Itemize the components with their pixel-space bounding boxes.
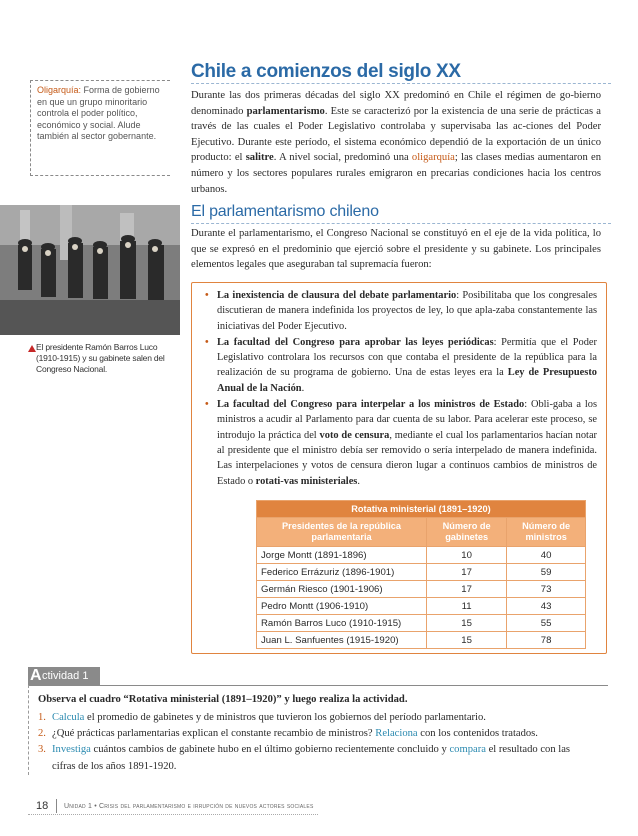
activity-verb: compara (449, 744, 486, 756)
footer-separator (56, 799, 57, 813)
table-caption: Rotativa ministerial (1891–1920) (257, 501, 586, 518)
caption-marker-icon (28, 345, 36, 352)
table-row (257, 581, 586, 598)
activity-item-text: el resultado con las (485, 744, 571, 756)
historical-photo (0, 205, 180, 335)
intro-term-oligarquia: oligarquía (411, 152, 455, 164)
rotativa-table (256, 500, 586, 649)
activity-item-number: 1. (38, 712, 46, 723)
footer-rule (28, 814, 318, 815)
table-row (257, 598, 586, 615)
bullet-bold-term: Ley de Presupuesto Anual de la Nación (217, 367, 597, 394)
table-header-cell: Número de ministros (507, 518, 586, 547)
intro-text-4: ; las clases medias aumentaron en número y los sectores populares rurales emigraron en precarias condiciones hacia los centros urbanos. (191, 152, 601, 195)
activity-item-continuation: cifras de los años 1891-1920. (52, 760, 177, 772)
activity-list (38, 710, 598, 775)
table-row (257, 615, 586, 632)
table-header-cell: Presidentes de la república parlamentaria (257, 518, 427, 547)
table-cell: Germán Riesco (1901-1906) (257, 581, 427, 598)
table-cell: 73 (507, 581, 586, 598)
bullet-text: : Posibilitaba que los congresales discutieran de manera indefinida los proyectos de ley, lo que apla-zaba constantemente las iniciativas del Poder Ejecutivo. (217, 290, 597, 332)
table-cell: 15 (427, 615, 507, 632)
table-cell: Pedro Montt (1906-1910) (257, 598, 427, 615)
table-cell: Federico Errázuriz (1896-1901) (257, 564, 427, 581)
table-cell: 11 (427, 598, 507, 615)
table-cell: 43 (507, 598, 586, 615)
legal-elements-list (205, 288, 597, 490)
intro-bold-salitre: salitre (245, 152, 274, 164)
page-number: 18 (36, 800, 49, 812)
activity-item-text: cuántos cambios de gabinete hubo en el último gobierno recientemente concluido y (90, 744, 450, 756)
definition-term: Oligarquía: (37, 85, 82, 95)
photo-illustration (0, 205, 180, 335)
intro-paragraph (191, 88, 601, 197)
activity-divider (28, 685, 608, 686)
list-item (205, 288, 597, 334)
table-cell: 55 (507, 615, 586, 632)
intro-text-3: . A nivel social, predominó una (273, 152, 412, 164)
subtitle-divider (191, 223, 611, 224)
activity-item-text: con los contenidos tratados. (417, 728, 538, 740)
table-cell: 40 (507, 547, 586, 564)
table-cell: 17 (427, 581, 507, 598)
table-row (257, 547, 586, 564)
table-cell: 59 (507, 564, 586, 581)
activity-verb: Calcula (52, 712, 85, 723)
activity-instructions: Observa el cuadro “Rotativa ministerial (1891–1920)” y luego realiza la actividad. (38, 694, 408, 705)
activity-item-text: el promedio de gabinetes y de ministros que tuvieron los gobiernos del período parlamentario. (84, 712, 486, 723)
table-cell: Jorge Montt (1891-1896) (257, 547, 427, 564)
activity-item (38, 742, 598, 774)
bullet-text: . (357, 475, 360, 487)
bullet-heading: La inexistencia de clausura del debate parlamentario (217, 290, 457, 301)
table-cell: 10 (427, 547, 507, 564)
activity-letter: A (30, 667, 42, 684)
bullet-heading: La facultad del Congreso para interpelar a los ministros de Estado (217, 399, 525, 411)
activity-verb: Investiga (52, 744, 91, 756)
intro-text-2: . Este se caracterizó por la existencia de una serie de prácticas a través de las cuales el Poder Legislativo controlaba y supervisaba las ac-ciones del Poder Ejecutivo. Durante este período, el sistema económico dependió de la exportación de un único producto: el (191, 105, 601, 164)
activity-item-number: 3. (38, 744, 46, 756)
page-title: Chile a comienzos del siglo XX (191, 61, 461, 82)
bullet-heading: La facultad del Congreso para aprobar las leyes periódicas (217, 336, 494, 348)
activity-item-text: ¿Qué prácticas parlamentarias explican el constante recambio de ministros? (52, 728, 376, 740)
activity-verb: Relaciona (375, 728, 418, 740)
list-item (205, 397, 597, 489)
table-cell: Ramón Barros Luco (1910-1915) (257, 615, 427, 632)
bullet-bold-term: rotati-vas ministeriales (255, 475, 358, 487)
definition-box (30, 80, 170, 176)
bullet-text: : Obli-gaba a los ministros a acudir al Parlamento para dar cuenta de su labor. Para acelerar este proceso, se introdujo la práctica del (217, 399, 598, 441)
bullet-text: . (301, 382, 305, 394)
bullet-bold-term: voto de censura (319, 429, 390, 441)
table-cell: 15 (427, 632, 507, 649)
footer-unit-title: Unidad 1 • Crisis del parlamentarismo e irrupción de nuevos actores sociales (64, 803, 314, 810)
table-caption-row (257, 501, 586, 518)
table-cell: 78 (507, 632, 586, 649)
activity-item (38, 710, 598, 726)
list-item (205, 335, 597, 396)
table-row (257, 564, 586, 581)
table-row (257, 632, 586, 649)
table-cell: Juan L. Sanfuentes (1915-1920) (257, 632, 427, 649)
intro-bold-parlamentarismo: parlamentarismo (246, 105, 325, 117)
bullet-text: : Permitía que el Poder Legislativo controlara los recursos con que contaba el presidente de la república para la realización de su programa de gobierno. Una de estas leyes era la (217, 336, 597, 379)
bullet-text: , mediante el cual los parlamentarios hacían notar al presidente que el ministro debía ser removido o sería interpelado de manera indefinida. Las interpelaciones y votos de censura dieron lugar a continuos cambios de ministros de Estado o (217, 429, 598, 487)
table-header-row (257, 518, 586, 547)
intro-text-1: Durante las dos primeras décadas del siglo XX predominó en Chile el régimen de go-bierno denominado (191, 90, 601, 117)
activity-item-number: 2. (38, 728, 46, 740)
activity-item (38, 726, 598, 742)
definition-text: Forma de gobierno en que un grupo minoritario controla el poder político, económico y social. Alude también al sector gobernante. (37, 85, 160, 141)
title-divider (191, 83, 611, 84)
table-header-cell: Número de gabinetes (427, 518, 507, 547)
photo-caption: El presidente Ramón Barros Luco (1910-1915) y su gabinete salen del Congreso Nacional. (36, 342, 165, 374)
section-paragraph: Durante el parlamentarismo, el Congreso Nacional se constituyó en el eje de la vida política, lo que se expresó en el predominio que ejerció sobre el presidente y su gabinete. Los principales elementos legales que aseguraban tal supremacía fueron: (191, 228, 601, 271)
section-subtitle: El parlamentarismo chileno (191, 203, 379, 220)
activity-border (28, 685, 29, 775)
table-cell: 17 (427, 564, 507, 581)
activity-label: ctividad 1 (42, 670, 89, 682)
